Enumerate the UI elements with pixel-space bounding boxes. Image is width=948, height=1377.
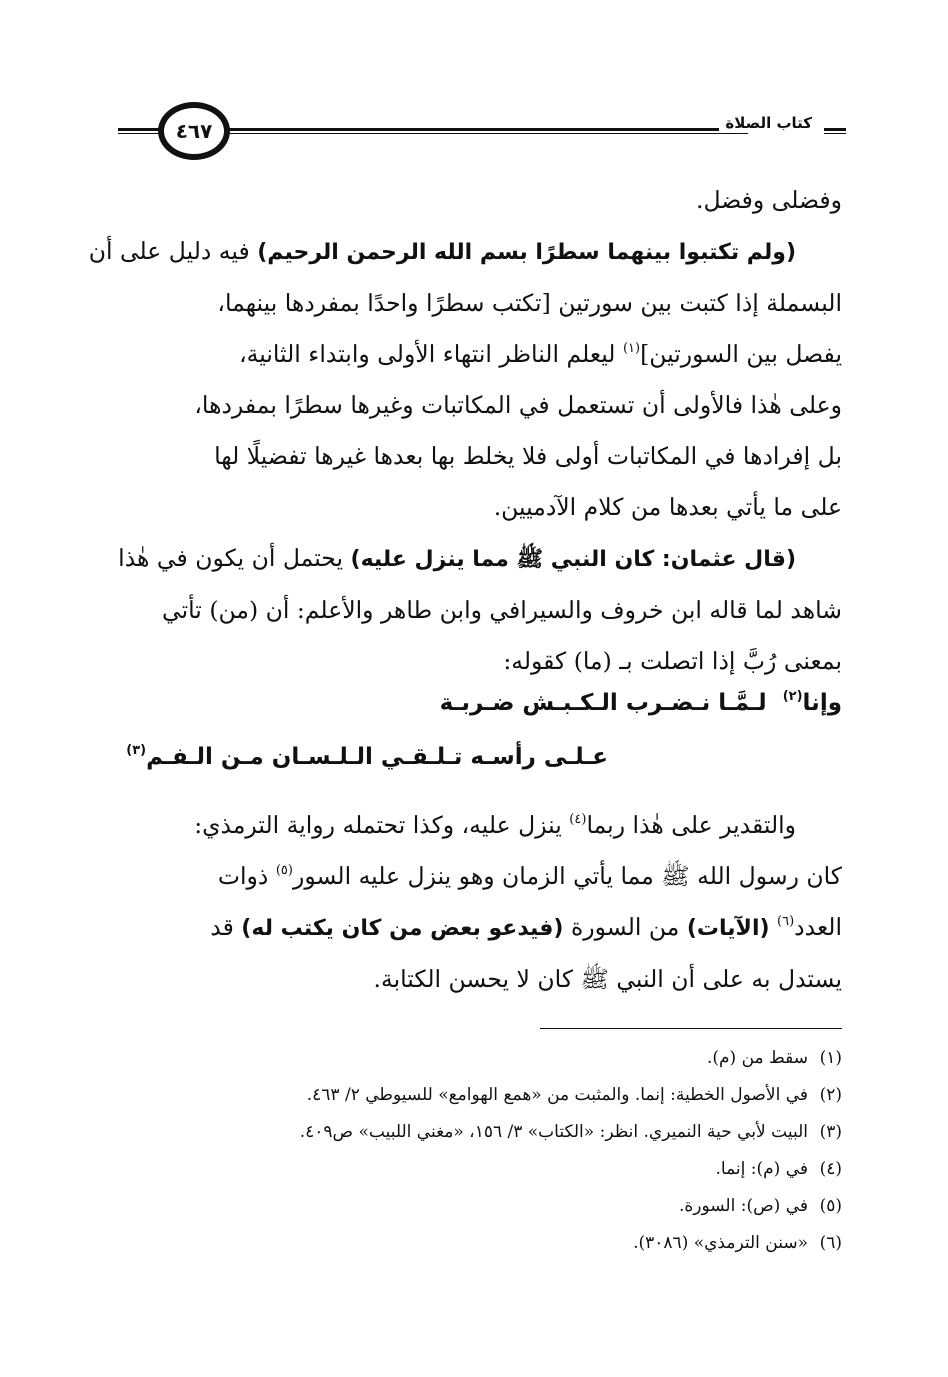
text-line-content: العدد [794, 913, 842, 941]
text-line [118, 329, 842, 380]
footnote-text: في الأصول الخطية: إنما. والمثبت من «همع الهوامع» للسيوطي ٢/ ٤٦٣. [306, 1085, 808, 1105]
footnote-ref-1[interactable]: (١) [622, 341, 641, 356]
text-line-content: بل إفرادها في المكاتبات أولى فلا يخلط بها بعدها غيرها تفضيلًا لها [214, 442, 842, 470]
text-line [118, 533, 842, 585]
footnote-text: «سنن الترمذي» (٣٠٨٦). [633, 1233, 808, 1253]
text-line [118, 380, 842, 431]
text-line-content: شاهد لما قاله ابن خروف والسيرافي وابن طاهر والأعلم: أن (من) تأتي [162, 596, 842, 624]
running-title: كتاب الصلاة [719, 114, 818, 132]
footnote-number: (٣) [819, 1122, 842, 1142]
bold-quote-basmala: (ولم تكتبوا بينهما سطرًا بسم الله الرحمن الرحيم) [257, 240, 796, 265]
footnote-number: (١) [819, 1048, 842, 1068]
text-line [118, 431, 842, 482]
text-line [88, 226, 842, 278]
footnote-ref-6[interactable]: (٦) [777, 914, 795, 929]
text-line-content: يفصل بين السورتين] [640, 340, 842, 368]
text-line-content: لیعلم الناظر انتهاء الأولى وابتداء الثانية، [239, 340, 616, 368]
text-line-content: بمعنى رُبَّ إذا اتصلت بـ (ما) كقوله: [503, 647, 842, 675]
footnote-text: سقط من (م). [706, 1048, 808, 1068]
verse-line-2 [126, 744, 608, 770]
text-line-content: على ما يأتي بعدها من كلام الآدميين. [493, 493, 842, 521]
main-text [88, 175, 842, 687]
footnote-text: في (ص): السورة. [678, 1196, 808, 1216]
text-line-content: ينزل عليه، وكذا تحتمله رواية الترمذي: [194, 811, 562, 839]
text-line [118, 800, 842, 851]
text-line [118, 278, 842, 329]
text-line [118, 585, 842, 636]
main-text-continued [118, 800, 842, 1005]
text-line-content: كان رسول الله ﷺ مما يأتي الزمان وهو ينزل عليه السور [292, 862, 842, 890]
text-line-content: وفضلى وفضل. [695, 186, 842, 214]
text-line [118, 175, 842, 226]
text-line [118, 902, 842, 954]
footnote-item [118, 1151, 842, 1188]
footnote-text: البيت لأبي حية النميري. انظر: «الكتاب» ٣/ ١٥٦، «مغني اللبيب» ص٤٠٩. [299, 1122, 808, 1142]
header-rule-tail [824, 128, 846, 134]
page-header [118, 100, 846, 164]
footnote-item [118, 1225, 842, 1262]
footnotes [118, 1040, 842, 1262]
page-number [158, 102, 230, 160]
header-rule-left [118, 128, 160, 134]
text-line [118, 636, 842, 687]
bold-quote-scribe: (فيدعو بعض من كان يكتب له) [241, 916, 564, 941]
text-line-content: وعلى هٰذا فالأولى أن تستعمل في المكاتبات وغيرها سطرًا بمفردها، [194, 391, 842, 419]
text-line-content: ذوات [217, 862, 269, 890]
footnote-ref-2[interactable]: (٢) [782, 689, 803, 704]
text-line [118, 482, 842, 533]
footnote-item [118, 1114, 842, 1151]
footnote-item [118, 1188, 842, 1225]
text-line-content: قد [210, 913, 234, 941]
footnote-ref-4[interactable]: (٤) [569, 812, 587, 827]
footnote-separator [540, 1028, 842, 1029]
text-line [118, 851, 842, 902]
footnote-number: (٥) [819, 1196, 842, 1216]
verse-text: عـلـى رأسـه تـلـقـي الـلـسـان مـن الـفـم [146, 744, 608, 770]
text-line-content: فيه دليل على أن [88, 237, 250, 265]
text-line-content: البسملة إذا كتبت بين سورتين [تكتب سطرًا واحدًا بمفردها بينهما، [217, 289, 842, 317]
verse-word: وإنا [802, 690, 842, 716]
text-line-content: يستدل به على أن النبي ﷺ كان لا يحسن الكتابة. [373, 965, 842, 993]
text-line-content: يحتمل أن يكون في هٰذا [118, 544, 344, 572]
footnote-number: (٤) [819, 1159, 842, 1179]
bold-quote-uthman: (قال عثمان: كان النبي ﷺ مما ينزل عليه) [350, 547, 796, 572]
bold-term-ayat: (الآيات) [686, 916, 770, 941]
footnote-item [118, 1077, 842, 1114]
footnote-text: في (م): إنما. [715, 1159, 808, 1179]
page-number-text: ٤٦٧ [175, 119, 213, 143]
text-line [118, 954, 842, 1005]
footnote-item [118, 1040, 842, 1077]
verse-line-1 [440, 690, 842, 716]
footnote-number: (٦) [819, 1233, 842, 1253]
text-line-content: والتقدير على هٰذا ربما [586, 811, 796, 839]
header-rule-right [226, 128, 748, 134]
verse-text: لـمَّـا نـضـرب الـكـبـش ضـربـة [439, 690, 767, 716]
footnote-ref-5[interactable]: (٥) [275, 863, 293, 878]
footnote-number: (٢) [819, 1085, 842, 1105]
footnote-ref-3[interactable]: (٣) [126, 743, 147, 758]
text-line-content: من السورة [570, 913, 680, 941]
